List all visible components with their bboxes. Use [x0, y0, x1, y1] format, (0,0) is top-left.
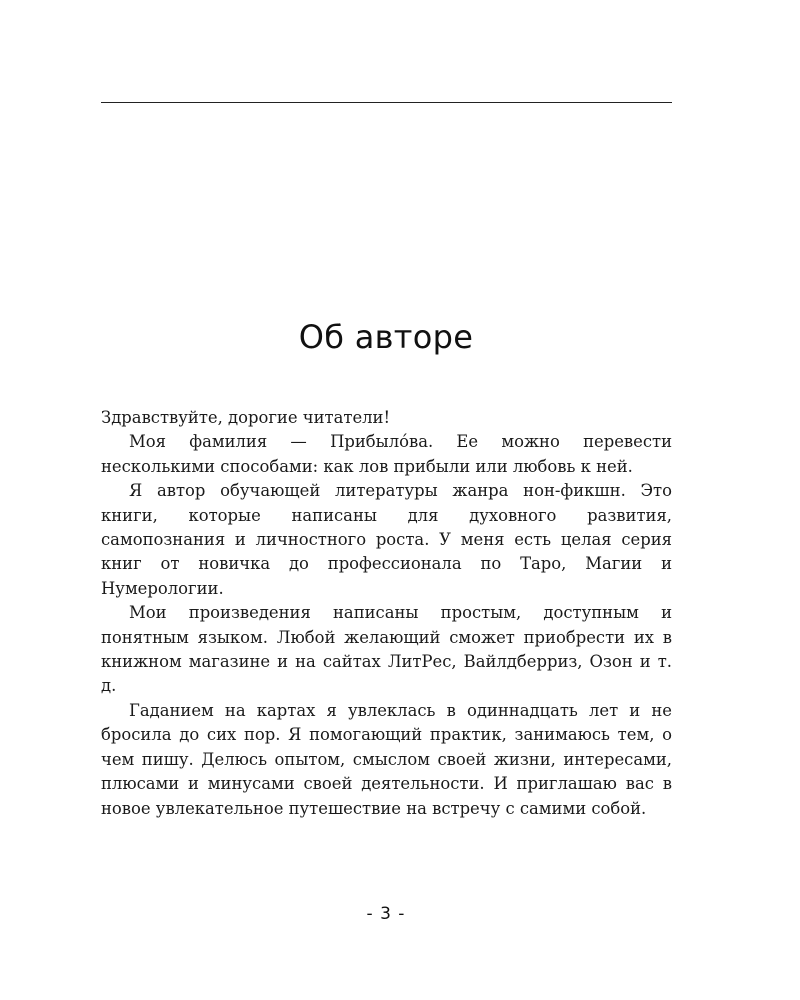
chapter-title: Об авторе [298, 318, 474, 356]
page-number: - 3 - [366, 904, 406, 924]
header-rule [101, 102, 672, 103]
surname-paragraph: Моя фамилия — Прибыло́ва. Ее можно перевести несколькими способами: как лов прибыли или любовь к ней. [101, 432, 672, 476]
greeting-paragraph: Здравствуйте, дорогие читатели! [101, 408, 391, 427]
body-text [101, 406, 672, 821]
practice-paragraph: Гаданием на картах я увлеклась в одиннадцать лет и не бросила до сих пор. Я помогающий практик, занимаюсь тем, о чем пишу. Делюсь опытом, смыслом своей жизни, интересами, плюсами и минусами своей деятельности. И приглашаю вас в новое увлекательное путешествие на встречу с самими собой. [101, 700, 672, 818]
availability-paragraph: Мои произведения написаны простым, доступным и понятным языком. Любой желающий сможет приобрести их в книжном магазине и на сайтах ЛитРес, Вайлдберриз, Озон и т. д. [101, 603, 672, 696]
genre-paragraph: Я автор обучающей литературы жанра нон-фикшн. Это книги, которые написаны для духовного развития, самопознания и личностного роста. У меня есть целая серия книг от новичка до профессионала по Таро, Магии и Нумерологии. [101, 481, 672, 598]
